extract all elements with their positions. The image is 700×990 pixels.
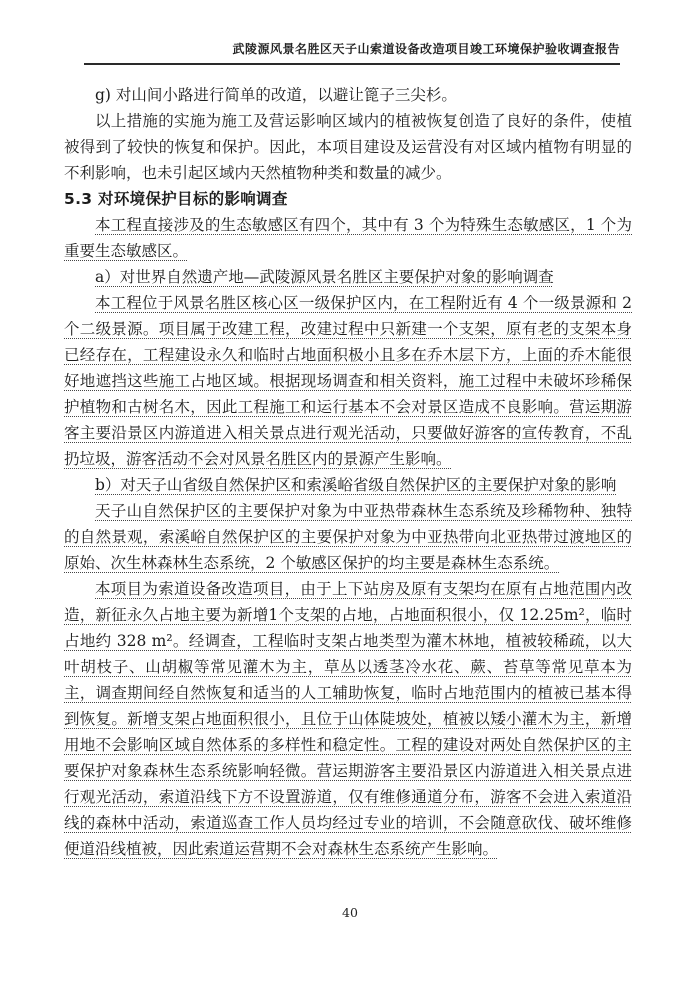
list-item-a: a）对世界自然遗产地—武陵源风景名胜区主要保护对象的影响调查 bbox=[95, 268, 554, 286]
page-number: 40 bbox=[342, 905, 358, 920]
list-item-b: b）对天子山省级自然保护区和索溪峪省级自然保护区的主要保护对象的影响 bbox=[95, 476, 617, 494]
paragraph-scenic-area-impact: 本工程位于风景名胜区核心区一级保护区内，在工程附近有 4 个一级景源和 2 个二级景源。项目属于改建工程，改建过程中只新建一个支架，原有老的支架本身已经存在，工程建设永久和临时占地面积极小且多在乔木层下方，上面的乔木能很好地遮挡这些施工占地区域。根据现场调查和相关资料，施工过程中未破坏珍稀保护植物和古树名木，因此工程施工和运行基本不会对景区造成不良影响。营运期游客主要沿景区内游道进入相关景点进行观光活动，只要做好游客的宣传教育，不乱扔垃圾，游客活动不会对风景名胜区内的景源产生影响。 bbox=[64, 294, 632, 468]
paragraph-nature-reserve-objects: 天子山自然保护区的主要保护对象为中亚热带森林生态系统及珍稀物种、独特的自然景观，索溪峪自然保护区的主要保护对象为中亚热带向北亚热带过渡地区的原始、次生林森林生态系统，2 个敏感区保护的均主要是森林生态系统。 bbox=[64, 502, 632, 572]
running-header-title: 武陵源风景名胜区天子山索道设备改造项目竣工环境保护验收调查报告 bbox=[232, 42, 620, 56]
paragraph-measures-summary: 以上措施的实施为施工及营运影响区域内的植被恢复创造了良好的条件，使植被得到了较快的恢复和保护。因此，本项目建设及运营没有对区域内植物有明显的不利影响，也未引起区域内天然植物种类和数量的减少。 bbox=[64, 112, 632, 182]
header-divider-rule bbox=[84, 63, 620, 65]
document-body bbox=[64, 82, 632, 862]
paragraph-project-impact: 本项目为索道设备改造项目，由于上下站房及原有支架均在原有占地范围内改造，新征永久占地主要为新增1个支架的占地，占地面积很小，仅 12.25m²，临时占地约 328 m²。经调查，工程临时支架占地类型为灌木林地，植被较稀疏，以大叶胡枝子、山胡椒等常见灌木为主，草丛以透茎冷水花、蕨、苔草等常见草本为主，调查期间经自然恢复和适当的人工辅助恢复，临时占地范围内的植被已基本得到恢复。新增支架占地面积很小，且位于山体陡坡处，植被以矮小灌木为主，新增用地不会影响区域自然体系的多样性和稳定性。工程的建设对两处自然保护区的主要保护对象森林生态系统影响轻微。营运期游客主要沿景区内游道进入相关景点进行观光活动，索道沿线下方不设置游道，仅有维修通道分布，游客不会进入索道沿线的森林中活动，索道巡查工作人员均经过专业的培训，不会随意砍伐、破坏维修便道沿线植被，因此索道运营期不会对森林生态系统产生影响。 bbox=[64, 580, 632, 858]
paragraph-sensitive-areas: 本工程直接涉及的生态敏感区有四个，其中有 3 个为特殊生态敏感区，1 个为重要生态敏感区。 bbox=[64, 216, 632, 260]
section-heading-5-3: 5.3 对环境保护目标的影响调查 bbox=[64, 190, 288, 208]
list-item-g: g) 对山间小路进行简单的改道，以避让篦子三尖杉。 bbox=[95, 86, 457, 104]
